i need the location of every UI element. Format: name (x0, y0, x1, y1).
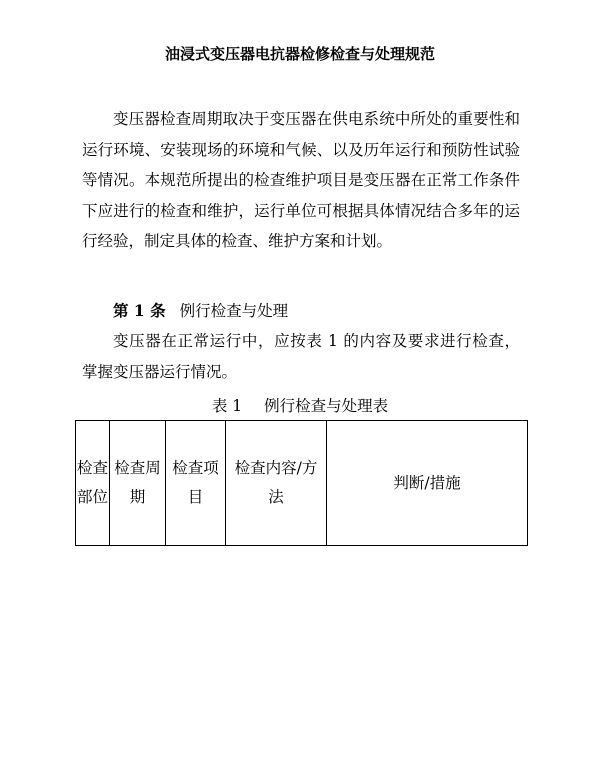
section-1-number: 第 1 条 (113, 301, 166, 320)
section-1-heading (113, 296, 288, 326)
table-1-caption (0, 394, 600, 418)
header-judgment-measures: 判断/措施 (327, 421, 528, 546)
header-inspection-content: 检查内容/方法 (226, 421, 327, 546)
table-1-caption-title: 例行检查与处理表 (264, 397, 389, 415)
header-inspection-item: 检查项目 (166, 421, 226, 546)
table-header-row (76, 421, 528, 546)
section-1-title: 例行检查与处理 (179, 302, 289, 320)
table-1 (75, 420, 528, 546)
section-1-paragraph: 变压器在正常运行中，应按表 1 的内容及要求进行检查，掌握变压器运行情况。 (82, 332, 520, 381)
document-title: 油浸式变压器电抗器检修检查与处理规范 (164, 45, 435, 63)
header-inspection-period: 检查周期 (110, 421, 166, 546)
header-inspection-part: 检查部位 (76, 421, 110, 546)
intro-paragraph: 变压器检查周期取决于变压器在供电系统中所处的重要性和运行环境、安装现场的环境和气候、以及历年运行和预防性试验等情况。本规范所提出的检查维护项目是变压器在正常工作条件下应进行的检查和维护，运行单位可根据具体情况结合多年的运行经验，制定具体的检查、维护方案和计划。 (82, 110, 520, 250)
table-1-caption-number: 表 1 (211, 397, 243, 415)
